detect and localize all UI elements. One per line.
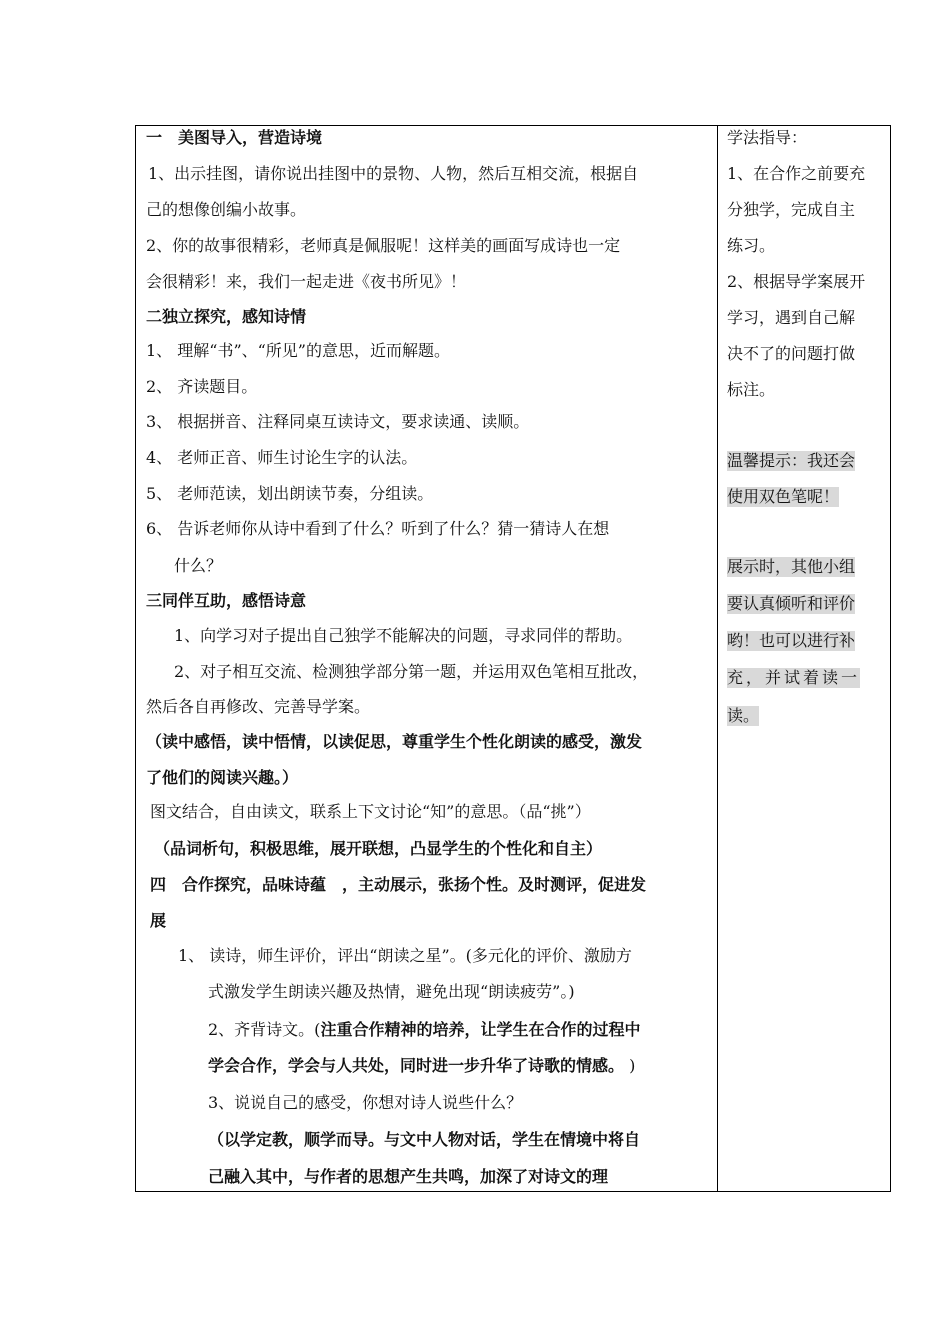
annotation-text: （以学定教，顺学而导。与文中人物对话，学生在情境中将自 xyxy=(208,1130,641,1149)
list-item: 4、 老师正音、师生讨论生字的认法。 xyxy=(146,448,418,467)
text-line: 1、向学习对子提出自己独学不能解决的问题，寻求同伴的帮助。 xyxy=(174,626,633,645)
section-heading-4-continuation: 展 xyxy=(150,911,167,930)
list-item-continuation xyxy=(208,1056,635,1076)
text-line: 图文结合，自由读文，联系上下文讨论“知”的意思。（品“挑”） xyxy=(150,802,591,821)
text-line: 然后各自再修改、完善导学案。 xyxy=(146,697,371,716)
section-heading-1: 一 美图导入，营造诗境 xyxy=(146,128,323,147)
section-heading-3: 三同伴互助，感悟诗意 xyxy=(146,591,307,610)
annotation-text: 了他们的阅读兴趣。） xyxy=(146,768,299,787)
text-line: 己的想像创编小故事。 xyxy=(146,200,307,219)
list-item: 1、 理解“书”、“所见”的意思，近而解题。 xyxy=(146,341,450,360)
tip-line: 温馨提示：我还会 xyxy=(727,451,856,470)
list-item: 3、 根据拼音、注释同桌互读诗文，要求读通、读顺。 xyxy=(146,412,530,431)
section-heading-2: 二独立探究，感知诗情 xyxy=(146,307,307,326)
tip-line: 读。 xyxy=(727,706,760,725)
guide-title: 学法指导： xyxy=(727,128,808,147)
guide-line: 决不了的问题打做 xyxy=(727,344,856,363)
tip-line: 展示时，其他小组 xyxy=(727,557,856,576)
section-heading-4: 四 合作探究，品味诗蕴 ，主动展示，张扬个性。及时测评，促进发 xyxy=(150,875,647,894)
lesson-plan-table xyxy=(135,125,891,1192)
guide-line: 2、根据导学案展开 xyxy=(727,272,866,291)
closing-paren: ) xyxy=(629,1056,636,1075)
annotation-text: 己融入其中，与作者的思想产生共鸣，加深了对诗文的理 xyxy=(208,1167,609,1186)
list-item-text: 2、齐背诗文。( xyxy=(208,1020,321,1039)
annotation-text: 学会合作，学会与人共处，同时进一步升华了诗歌的情感。 xyxy=(208,1056,625,1075)
annotation-text: （品词析句，积极思维，展开联想，凸显学生的个性化和自主） xyxy=(154,839,603,858)
text-line: 2、对子相互交流、检测独学部分第一题，并运用双色笔相互批改， xyxy=(174,662,649,681)
list-item: 2、 齐读题目。 xyxy=(146,377,258,396)
guide-line: 练习。 xyxy=(727,236,776,255)
study-guide-cell xyxy=(718,126,890,1191)
text-line: 2、你的故事很精彩，老师真是佩服呢！这样美的画面写成诗也一定 xyxy=(146,236,621,255)
guide-line: 学习，遇到自己解 xyxy=(727,308,856,327)
list-item: 1、 读诗，师生评价，评出“朗读之星”。(多元化的评价、激励方 xyxy=(178,946,632,965)
annotation-text: 注重合作精神的培养，让学生在合作的过程中 xyxy=(320,1020,641,1039)
list-item: 6、 告诉老师你从诗中看到了什么？听到了什么？猜一猜诗人在想 xyxy=(146,519,610,538)
list-item-continuation: 什么？ xyxy=(174,556,223,575)
tip-line: 充，并试着读一 xyxy=(727,668,861,687)
list-item: 5、 老师范读，划出朗读节奏，分组读。 xyxy=(146,484,434,503)
guide-line: 1、在合作之前要充 xyxy=(727,164,866,183)
text-line: 1、出示挂图，请你说出挂图中的景物、人物，然后互相交流，根据自 xyxy=(148,164,639,183)
text-line: 会很精彩！来，我们一起走进《夜书所见》！ xyxy=(146,272,467,291)
list-item-continuation: 式激发学生朗读兴趣及热情，避免出现“朗读疲劳”。) xyxy=(208,982,575,1001)
annotation-text: （读中感悟，读中悟情，以读促思，尊重学生个性化朗读的感受，激发 xyxy=(146,732,643,751)
tip-line: 要认真倾听和评价 xyxy=(727,594,856,613)
guide-line: 标注。 xyxy=(727,380,776,399)
tip-line: 使用双色笔呢！ xyxy=(727,487,840,506)
list-item xyxy=(208,1020,640,1040)
teaching-process-cell xyxy=(136,126,718,1191)
guide-line: 分独学，完成自主 xyxy=(727,200,856,219)
list-item: 3、说说自己的感受，你想对诗人说些什么？ xyxy=(208,1093,523,1112)
tip-line: 哟！也可以进行补 xyxy=(727,631,856,650)
